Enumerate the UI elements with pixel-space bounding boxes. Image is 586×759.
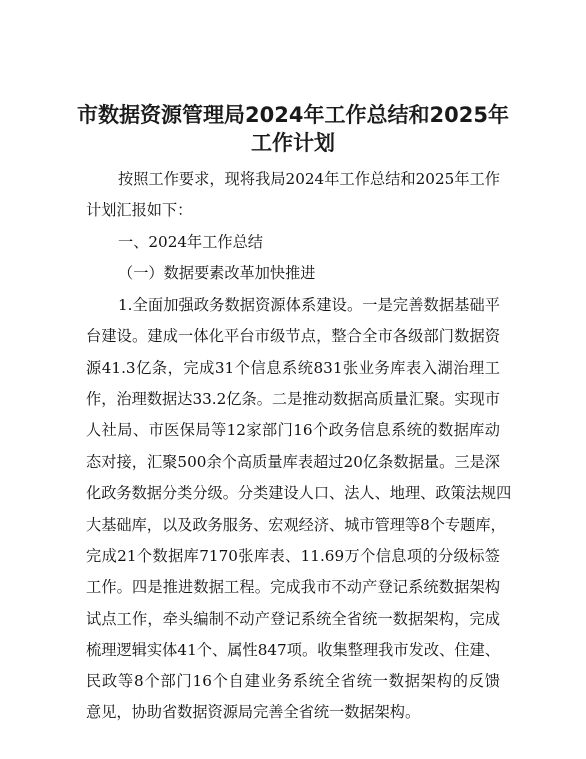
paragraph-line: 化政务数据分类分级。分类建设人口、法人、地理、政策法规四 bbox=[86, 484, 512, 502]
paragraph-line: 人社局、市医保局等12家部门16个政务信息系统的数据库动 bbox=[86, 421, 500, 439]
paragraph-line: 源41.3亿条，完成31个信息系统831张业务库表入湖治理工 bbox=[86, 359, 500, 377]
intro-line-1: 按照工作要求，现将我局2024年工作总结和2025年工作 bbox=[118, 170, 500, 188]
paragraph-line: 民政等8个部门16个自建业务系统全省统一数据架构的反馈 bbox=[86, 672, 500, 690]
paragraph-line: 1.全面加强政务数据资源体系建设。一是完善数据基础平 bbox=[118, 296, 500, 314]
document-title-line-2: 工作计划 bbox=[251, 131, 335, 155]
intro-line-2: 计划汇报如下： bbox=[86, 201, 193, 219]
subsection-heading: （一）数据要素改革加快推进 bbox=[118, 264, 316, 282]
section-heading: 一、2024年工作总结 bbox=[118, 233, 263, 251]
document-title-line-1: 市数据资源管理局2024年工作总结和2025年 bbox=[77, 103, 509, 127]
paragraph-line: 意见，协助省数据资源局完善全省统一数据架构。 bbox=[86, 703, 421, 721]
paragraph-line: 台建设。建成一体化平台市级节点，整合全市各级部门数据资 bbox=[86, 327, 500, 345]
paragraph-line: 大基础库，以及政务服务、宏观经济、城市管理等8个专题库， bbox=[86, 516, 506, 534]
paragraph-line: 作，治理数据达33.2亿条。二是推动数据高质量汇聚。实现市 bbox=[86, 390, 500, 408]
paragraph-line: 工作。四是推进数据工程。完成我市不动产登记系统数据架构 bbox=[86, 578, 500, 596]
paragraph-line: 态对接，汇聚500余个高质量库表超过20亿条数据量。三是深 bbox=[86, 453, 500, 471]
paragraph-line: 试点工作，牵头编制不动产登记系统全省统一数据架构，完成 bbox=[86, 610, 500, 628]
paragraph-line: 梳理逻辑实体41个、属性847项。收集整理我市发改、住建、 bbox=[86, 641, 500, 659]
paragraph-line: 完成21个数据库7170张库表、11.69万个信息项的分级标签 bbox=[86, 547, 500, 565]
